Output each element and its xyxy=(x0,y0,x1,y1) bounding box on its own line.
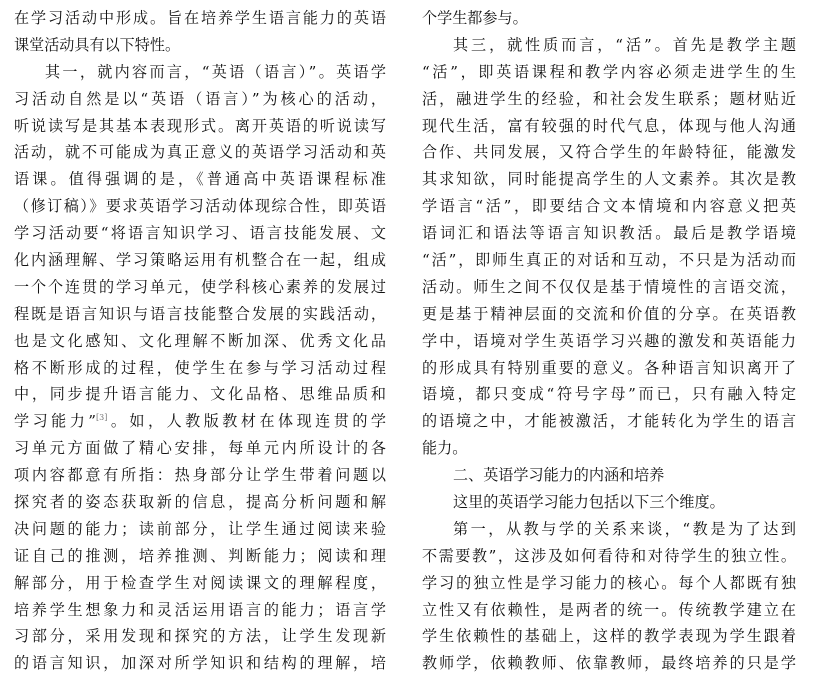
text-line: 一个个连贯的学习单元，使学科核心素养的发展过 xyxy=(14,277,386,296)
text-line: 课堂活动具有以下特性。 xyxy=(14,35,181,54)
text-line: 学语言“活”，即要结合文本情境和内容意义把英 xyxy=(422,197,796,216)
text-line: 语课。值得强调的是，《普通高中英语课程标准 xyxy=(14,170,386,189)
text-line: 的形成具有特别重要的意义。各种语言知识离开了 xyxy=(422,358,796,377)
text-line: 习活动自然是以“英语（语言）”为核心的活动， xyxy=(14,89,386,108)
left-column xyxy=(14,0,386,677)
text-line: 教师学，依赖教师、依靠教师，最终培养的只是学 xyxy=(422,654,796,673)
text-line: 也是文化感知、文化理解不断加深、优秀文化品 xyxy=(14,331,386,350)
text-line: 合作、共同发展，又符合学生的年龄特征，能激发 xyxy=(422,143,796,162)
text-line: 能力。 xyxy=(422,439,468,458)
text-line: 立性又有依赖性，是两者的统一。传统教学建立在 xyxy=(422,600,796,619)
text-line: 活动，就不可能成为真正意义的英语学习活动和英 xyxy=(14,143,386,162)
text-line: 项内容都意有所指：热身部分让学生带着问题以 xyxy=(14,466,386,485)
text-line: 学习活动要“将语言知识学习、语言技能发展、文 xyxy=(14,224,386,243)
text-line: 其三，就性质而言，“活”。首先是教学主题 xyxy=(453,35,796,54)
text-line xyxy=(14,408,386,435)
text-line: 中，同步提升语言能力、文化品格、思维品质和 xyxy=(14,385,386,404)
text-line: 活动。师生之间不仅仅是基于情境性的言语交流， xyxy=(422,277,796,296)
text-line: 学生依赖性的基础上，这样的教学表现为学生跟着 xyxy=(422,627,796,646)
text-line: 解部分，用于检查学生对阅读课文的理解程度， xyxy=(14,573,386,592)
text-line: 活，融进学生的经验，和社会发生联系；题材贴近 xyxy=(422,89,796,108)
text-line: 听说读写是其基本表现形式。离开英语的听说读写 xyxy=(14,116,386,135)
text-line: 个学生都参与。 xyxy=(422,9,528,27)
text-line: 语词汇和语法等语言知识教活。最后是教学语境 xyxy=(422,224,796,243)
text-line: 不需要教”，这涉及如何看待和对待学生的独立性。 xyxy=(422,546,796,565)
text-line: 化内涵理解、学习策略运用有机整合在一起，组成 xyxy=(14,251,386,270)
text-line: “活”，即师生真正的对话和互动，不只是为活动而 xyxy=(422,251,796,270)
text-line: 其求知欲，同时能提高学生的人文素养。其次是教 xyxy=(422,170,796,189)
text-line: 语境，都只变成“符号字母”而已，只有融入特定 xyxy=(422,385,796,404)
text-line: （修订稿）》要求英语学习活动体现综合性，即英语 xyxy=(14,197,386,216)
text-line: 决问题的能力；读前部分，让学生通过阅读来验 xyxy=(14,519,386,538)
text-line: 在学习活动中形成。旨在培养学生语言能力的英语 xyxy=(14,9,386,27)
citation-ref: [3] xyxy=(96,413,108,423)
text-line: 学习的独立性是学习能力的核心。每个人都既有独 xyxy=(422,573,796,592)
text-line: 程既是语言知识与语言技能整合发展的实践活动， xyxy=(14,304,386,323)
text-line: 探究者的姿态获取新的信息，提高分析问题和解 xyxy=(14,493,386,512)
text-line: 培养学生想象力和灵活运用语言的能力；语言学 xyxy=(14,600,386,619)
text-line: 更是基于精神层面的交流和价值的分享。在英语教 xyxy=(422,304,796,323)
text-line: 证自己的推测，培养推测、判断能力；阅读和理 xyxy=(14,546,386,565)
text-line: 的语言知识，加深对所学知识和结构的理解，培 xyxy=(14,654,386,673)
right-column xyxy=(422,0,796,677)
text-line: 现代生活，富有较强的时代气息，体现与他人沟通 xyxy=(422,116,796,135)
section-heading: 二、英语学习能力的内涵和培养 xyxy=(453,466,665,485)
text-line: 习单元方面做了精心安排，每单元内所设计的各 xyxy=(14,439,386,458)
text-line: 其一，就内容而言，“英语（语言）”。英语学 xyxy=(45,62,386,81)
text-line: 习部分，采用发现和探究的方法，让学生发现新 xyxy=(14,627,386,646)
text-line: 格不断形成的过程，使学生在参与学习活动过程 xyxy=(14,358,386,377)
text-line: 这里的英语学习能力包括以下三个维度。 xyxy=(453,493,725,512)
text-line: 的语境之中，才能被激活，才能转化为学生的语言 xyxy=(422,412,796,431)
text-segment: 学习能力” xyxy=(14,412,97,431)
text-line: 学中，语境对学生英语学习兴趣的激发和英语能力 xyxy=(422,331,796,350)
text-line: “活”，即英语课程和教学内容必须走进学生的生 xyxy=(422,62,796,81)
text-line: 第一，从教与学的关系来谈，“教是为了达到 xyxy=(453,519,796,538)
text-segment: 。如，人教版教材在体现连贯的学 xyxy=(107,412,386,431)
